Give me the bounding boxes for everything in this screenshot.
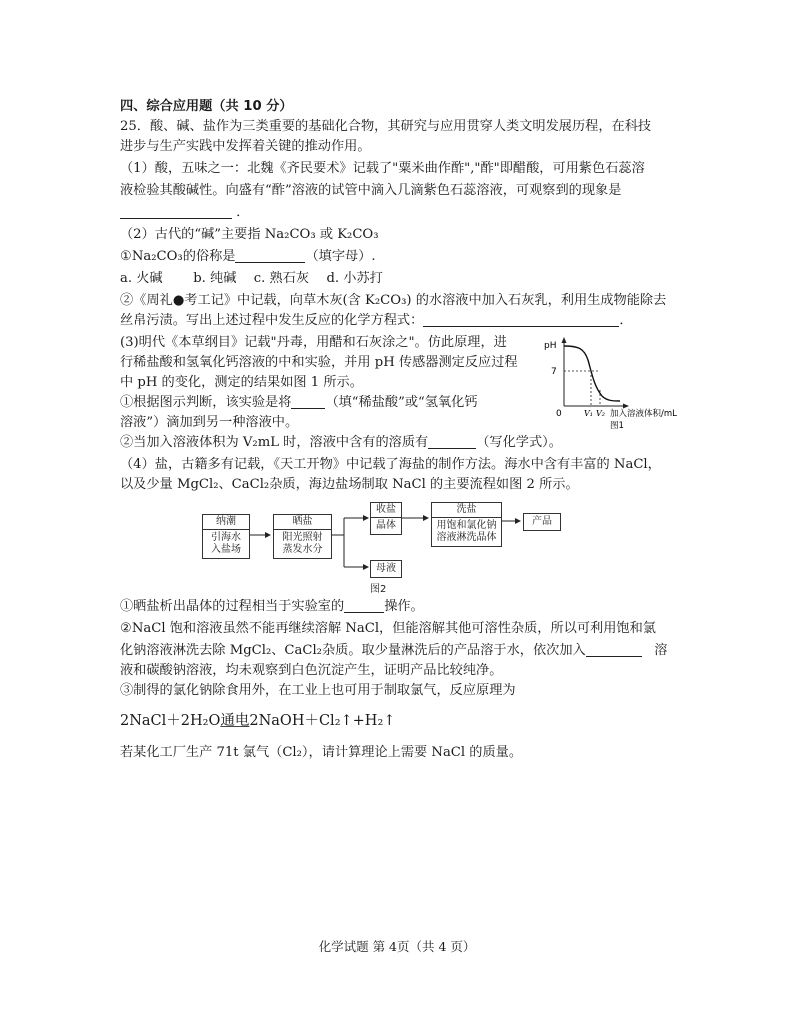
p4-line1: （4）盐，古籍多有记载，《天工开物》中记载了海盐的制作方法。海水中含有丰富的 NaCl， [120,457,661,472]
p4-q3: ③制得的氯化钠除食用外，在工业上也可用于制取氯气，反应原理为 [120,683,516,698]
p4-q2-line3: 液和碳酸钠溶液，均未观察到白色沉淀产生，证明产品比较纯净。 [120,663,503,678]
origin-label: 0 [556,409,562,419]
y-axis-label: pH [544,341,557,351]
p1-line1: （1）酸，五味之一：北魏《齐民要术》记载了"粟米曲作酢","酢"即醋酸，可用紫色石蕊溶 [120,161,645,176]
x-tick-label: V₁ [584,409,593,418]
x-axis-label: 加入溶液体积/mL [610,409,677,419]
p4-line2: 以及少量 MgCl₂、CaCl₂杂质，海边盐场制取 NaCl 的主要流程如图 2 所示。 [120,477,579,492]
y-tick-label: 7 [551,367,557,377]
answer-blank[interactable] [428,434,476,449]
p3-line3: 中 pH 的变化，测定的结果如图 1 所示。 [120,375,363,390]
flow-box-wash-salt: 洗盐 用饱和氯化钠 溶液淋洗晶体 [431,502,502,547]
flow-box-intake: 纳潮 引海水 入盐场 [202,514,250,559]
flow-box-product: 产品 [523,513,561,531]
flow-box-mother-liquor: 母液 [370,560,402,578]
p2-q1: ①Na₂CO₃的俗称是 （填字母）. [120,249,376,264]
p3-line2: 行稀盐酸和氢氧化钙溶液的中和实验，并用 pH 传感器测定反应过程 [120,355,518,370]
flow-box-sun-drying: 晒盐 阳光照射 蒸发水分 [273,514,332,559]
answer-blank[interactable] [344,598,384,613]
answer-blank[interactable] [586,642,642,657]
p3-q1-line1: ①根据图示判断，该实验是将 （填“稀盐酸”或“氢氧化钙 [120,395,478,410]
p3-line1: (3)明代《本草纲目》记载"丹毒，用醋和石灰涂之"。仿此原理，进 [120,335,507,350]
p4-q1: ①晒盐析出晶体的过程相当于实验室的 操作。 [120,599,424,614]
p1-line2: 液检验其酸碱性。向盛有“酢”溶液的试管中滴入几滴紫色石蕊溶液，可观察到的现象是 [120,183,622,198]
p3-q1-line2: 溶液”）滴加到另一种溶液中。 [120,415,299,430]
p2-q2-line1: ②《周礼●考工记》中记载，向草木灰(含 K₂CO₃) 的水溶液中加入石灰乳，利用生成物能除去 [120,293,667,308]
p2-q2-line2: 丝帛污渍。写出上述过程中发生反应的化学方程式： ． [120,313,633,328]
p1-line3: ． [120,204,249,222]
flow-box-collect-crystals: 收盐 晶体 [370,502,402,535]
figure2-flowchart [198,504,568,595]
answer-blank[interactable] [423,312,619,327]
figure2-caption: 图2 [370,584,387,595]
section-title: 四、综合应用题（共 10 分） [120,99,293,114]
x-tick-label: V₂ [596,409,605,418]
q25-line2: 进步与生产实践中发挥着关键的推动作用。 [120,139,371,154]
answer-blank[interactable] [235,248,305,263]
figure1-caption: 图1 [610,421,624,431]
q25-line1: 25．酸、碱、盐作为三类重要的基础化合物，其研究与应用贯穿人类文明发展历程，在科技 [120,119,652,134]
answer-blank[interactable] [291,394,325,409]
p3-q2: ②当加入溶液体积为 V₂mL 时，溶液中含有的溶质有 （写化学式）。 [120,435,562,450]
p4-q3-end: 若某化工厂生产 71t 氯气（Cl₂），请计算理论上需要 NaCl 的质量。 [120,745,523,760]
p2-options: a. 火碱 b. 纯碱 c. 熟石灰 d. 小苏打 [120,271,383,286]
p4-q2-line1: ②NaCl 饱和溶液虽然不能再继续溶解 NaCl，但能溶解其他可溶性杂质，所以可利用饱和氯 [120,621,656,636]
page-footer: 化学试题 第 4页（共 4 页） [318,939,476,954]
p4-q2-line2: 化钠溶液淋洗去除 MgCl₂、CaCl₂杂质。取少量淋洗后的产品溶于水，依次加入 溶 [120,643,668,658]
answer-blank[interactable] [120,204,232,219]
electrolysis-equation: 2NaCl＋2H₂O通电2NaOH＋Cl₂↑+H₂↑ [120,713,396,729]
p2-line1: （2）古代的“碱”主要指 Na₂CO₃ 或 K₂CO₃ [120,227,379,242]
figure1-ph-chart [540,334,690,432]
